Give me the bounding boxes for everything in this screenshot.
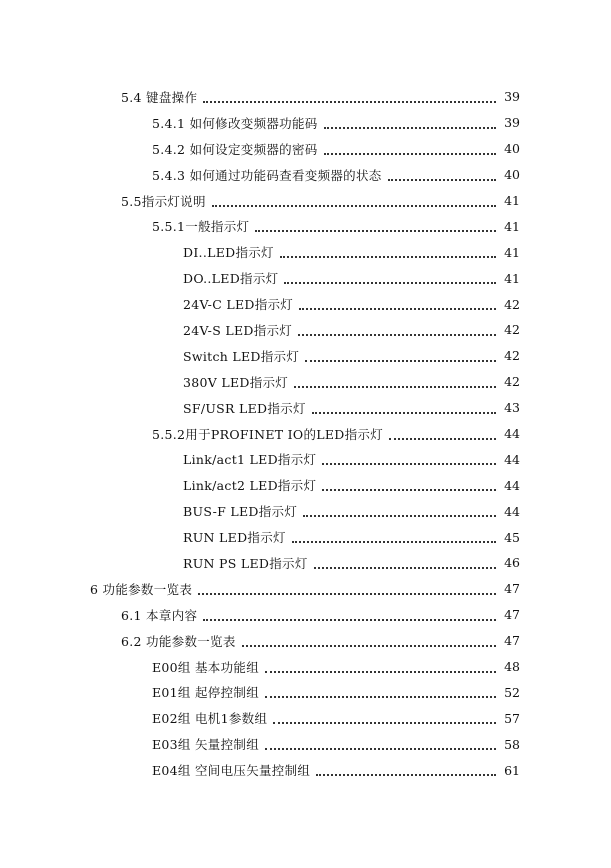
toc-page-number: 41 [504,193,520,208]
dot-leader [324,141,496,155]
dot-leader [203,607,496,621]
toc-page-number: 44 [504,477,520,493]
toc-entry[interactable] [0,498,611,524]
toc-page-number: 39 [504,89,520,105]
table-of-contents [0,84,611,783]
toc-entry[interactable] [0,136,611,162]
toc-entry-title: E04组 空间电压矢量控制组 [152,763,311,779]
dot-leader [316,762,496,776]
toc-entry-title: 5.5.2用于PROFINET IO的LED指示灯 [152,426,383,442]
toc-page-number: 42 [504,322,520,338]
toc-entry[interactable] [0,188,611,214]
toc-page-number: 48 [504,659,520,675]
toc-entry-title: 5.4.2 如何设定变频器的密码 [152,141,318,157]
toc-entry-title: 6 功能参数一览表 [90,581,193,597]
toc-entry[interactable] [0,679,611,705]
toc-entry[interactable] [0,576,611,602]
toc-entry-title: 5.4.3 如何通过功能码查看变频器的状态 [152,167,382,183]
dot-leader [265,684,496,698]
toc-page-number: 47 [504,633,520,649]
toc-entry[interactable] [0,446,611,472]
toc-page-number: 45 [504,529,520,545]
toc-entry-title: DO..LED指示灯 [183,271,279,287]
toc-entry[interactable] [0,369,611,395]
dot-leader [203,89,496,103]
toc-entry-title: Link/act2 LED指示灯 [183,478,317,494]
toc-entry-title: DI..LED指示灯 [183,245,274,261]
toc-entry-title: 24V-C LED指示灯 [183,297,294,313]
toc-entry-title: Switch LED指示灯 [183,348,300,364]
toc-page-number: 46 [504,555,520,571]
toc-entry-title: 6.2 功能参数一览表 [121,633,236,649]
toc-page-number: 40 [504,167,520,183]
dot-leader [280,244,496,258]
dot-leader [324,115,496,129]
toc-entry[interactable] [0,395,611,421]
dot-leader [284,270,496,284]
toc-page-number: 44 [504,451,520,467]
toc-entry[interactable] [0,654,611,680]
toc-entry-title: Link/act1 LED指示灯 [183,452,317,468]
toc-entry-title: E01组 起停控制组 [152,685,260,701]
dot-leader [314,555,496,569]
toc-page-number: 47 [504,581,520,597]
toc-entry-title: 380V LED指示灯 [183,374,289,390]
toc-entry[interactable] [0,213,611,239]
dot-leader [312,400,496,414]
dot-leader [298,322,496,336]
toc-entry[interactable] [0,291,611,317]
toc-page-number: 58 [504,736,520,752]
dot-leader [242,633,496,647]
dot-leader [273,710,496,724]
toc-entry[interactable] [0,550,611,576]
toc-page-number: 39 [504,115,520,131]
toc-page-number: 42 [504,348,520,364]
toc-entry-title: 5.5.1一般指示灯 [152,219,250,235]
toc-entry-title: 5.4 键盘操作 [121,89,198,105]
dot-leader [294,374,496,388]
toc-entry-title: BUS-F LED指示灯 [183,504,298,520]
toc-entry-title: RUN LED指示灯 [183,530,286,546]
toc-entry[interactable] [0,110,611,136]
toc-page-number: 40 [504,141,520,157]
toc-page-number: 41 [504,244,520,260]
toc-entry[interactable] [0,317,611,343]
dot-leader [388,167,496,181]
dot-leader [322,451,496,465]
toc-entry[interactable] [0,421,611,447]
dot-leader [198,581,496,595]
toc-entry[interactable] [0,524,611,550]
toc-entry[interactable] [0,162,611,188]
toc-page-number: 52 [504,684,520,700]
toc-page-number: 44 [504,503,520,519]
dot-leader [212,193,496,207]
toc-page-number: 42 [504,296,520,312]
toc-entry[interactable] [0,705,611,731]
toc-entry[interactable] [0,472,611,498]
toc-entry[interactable] [0,757,611,783]
dot-leader [265,736,496,750]
toc-entry-title: 6.1 本章内容 [121,607,198,623]
toc-entry[interactable] [0,265,611,291]
toc-entry[interactable] [0,731,611,757]
dot-leader [299,296,496,310]
toc-entry-title: 5.5指示灯说明 [121,193,206,209]
toc-page-number: 61 [504,762,520,778]
toc-page-number: 41 [504,270,520,286]
toc-entry[interactable] [0,239,611,265]
toc-entry-title: RUN PS LED指示灯 [183,555,308,571]
toc-entry-title: 5.4.1 如何修改变频器功能码 [152,115,318,131]
toc-entry[interactable] [0,602,611,628]
dot-leader [389,426,496,440]
toc-entry[interactable] [0,84,611,110]
dot-leader [255,218,496,232]
toc-entry[interactable] [0,628,611,654]
dot-leader [292,529,496,543]
toc-entry-title: 24V-S LED指示灯 [183,322,293,338]
dot-leader [305,348,496,362]
toc-entry[interactable] [0,343,611,369]
toc-page-number: 41 [504,218,520,234]
dot-leader [265,659,496,673]
dot-leader [303,503,496,517]
toc-page-number: 42 [504,374,520,390]
toc-entry-title: SF/USR LED指示灯 [183,400,306,416]
toc-page-number: 47 [504,607,520,623]
toc-page-number: 43 [504,400,520,416]
toc-entry-title: E00组 基本功能组 [152,659,260,675]
toc-entry-title: E03组 矢量控制组 [152,737,260,753]
toc-page-number: 44 [504,426,520,442]
toc-entry-title: E02组 电机1参数组 [152,711,268,727]
toc-page-number: 57 [504,710,520,726]
dot-leader [322,477,496,491]
